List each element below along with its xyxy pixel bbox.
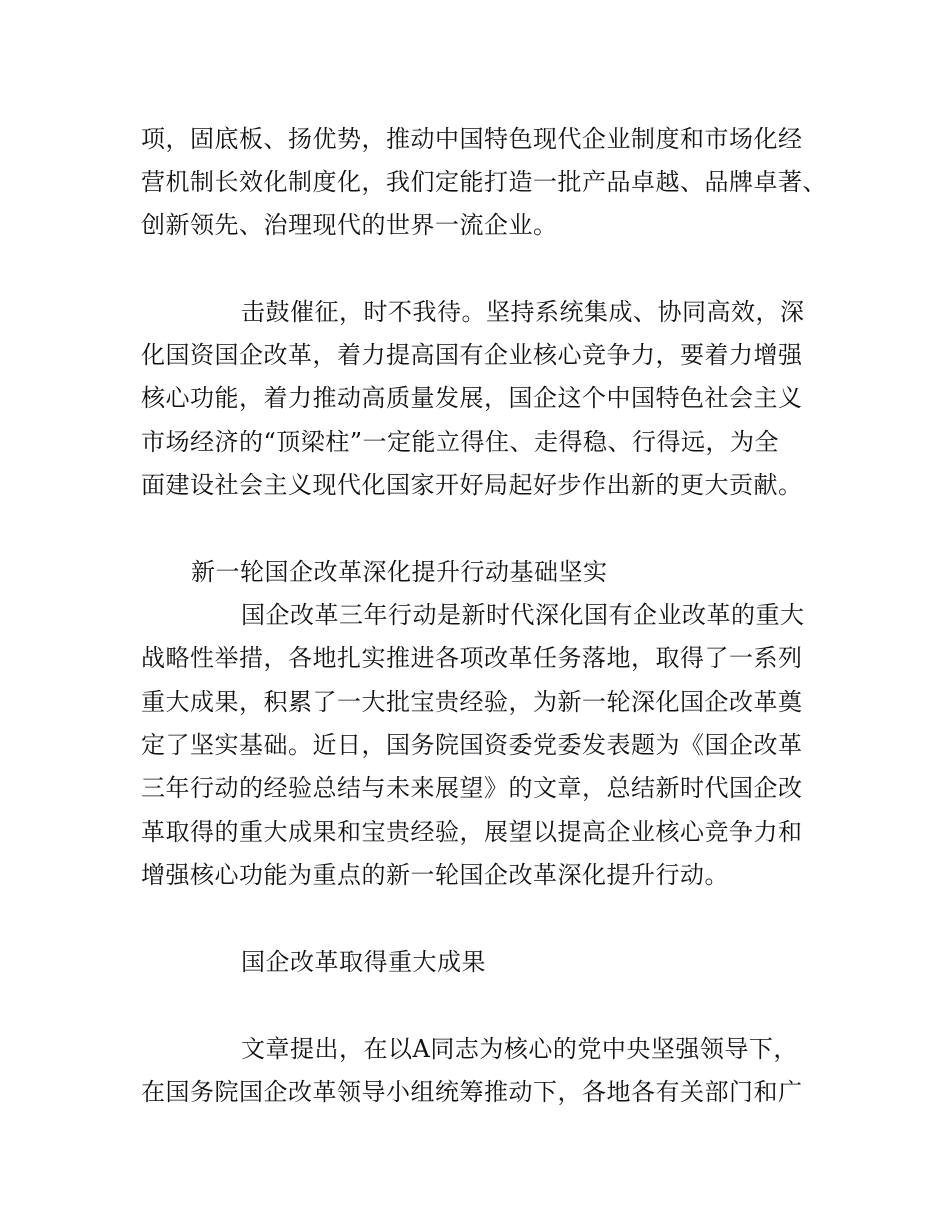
- paragraph-line: 在国务院国企改革领导小组统筹推动下，各地各有关部门和广: [141, 1078, 803, 1106]
- section-heading: 新一轮国企改革深化提升行动基础坚实: [191, 558, 608, 586]
- paragraph-line: 核心功能，着力推动高质量发展，国企这个中国特色社会主义: [141, 384, 803, 412]
- paragraph-line: 定了坚实基础。近日，国务院国资委党委发表题为《国企改革: [141, 731, 803, 759]
- paragraph-line: 市场经济的“顶梁柱”一定能立得住、走得稳、行得远，为全: [141, 428, 780, 456]
- paragraph-line: 化国资国企改革，着力提高国有企业核心竞争力，要着力增强: [141, 341, 803, 369]
- section-heading: 国企改革取得重大成果: [241, 948, 486, 976]
- paragraph-line: 重大成果，积累了一大批宝贵经验，为新一轮深化国企改革奠: [141, 688, 803, 716]
- paragraph-line: 国企改革三年行动是新时代深化国有企业改革的重大: [241, 601, 805, 629]
- paragraph-line: 增强核心功能为重点的新一轮国企改革深化提升行动。: [141, 861, 729, 889]
- paragraph-line: 革取得的重大成果和宝贵经验，展望以提高企业核心竞争力和: [141, 818, 803, 846]
- paragraph-line: 营机制长效化制度化，我们定能打造一批产品卓越、品牌卓著、: [141, 168, 827, 196]
- paragraph-line: 创新领先、治理现代的世界一流企业。: [141, 211, 558, 239]
- paragraph-line: 三年行动的经验总结与未来展望》的文章，总结新时代国企改: [141, 774, 803, 802]
- paragraph-line: 项，固底板、扬优势，推动中国特色现代企业制度和市场化经: [141, 125, 803, 153]
- paragraph-line: 击鼓催征，时不我待。坚持系统集成、协同高效，深: [241, 298, 805, 326]
- paragraph-line: 文章提出，在以A同志为核心的党中央坚强领导下，: [241, 1035, 798, 1063]
- paragraph-line: 战略性举措，各地扎实推进各项改革任务落地，取得了一系列: [141, 644, 803, 672]
- paragraph-line: 面建设社会主义现代化国家开好局起好步作出新的更大贡献。: [141, 471, 803, 499]
